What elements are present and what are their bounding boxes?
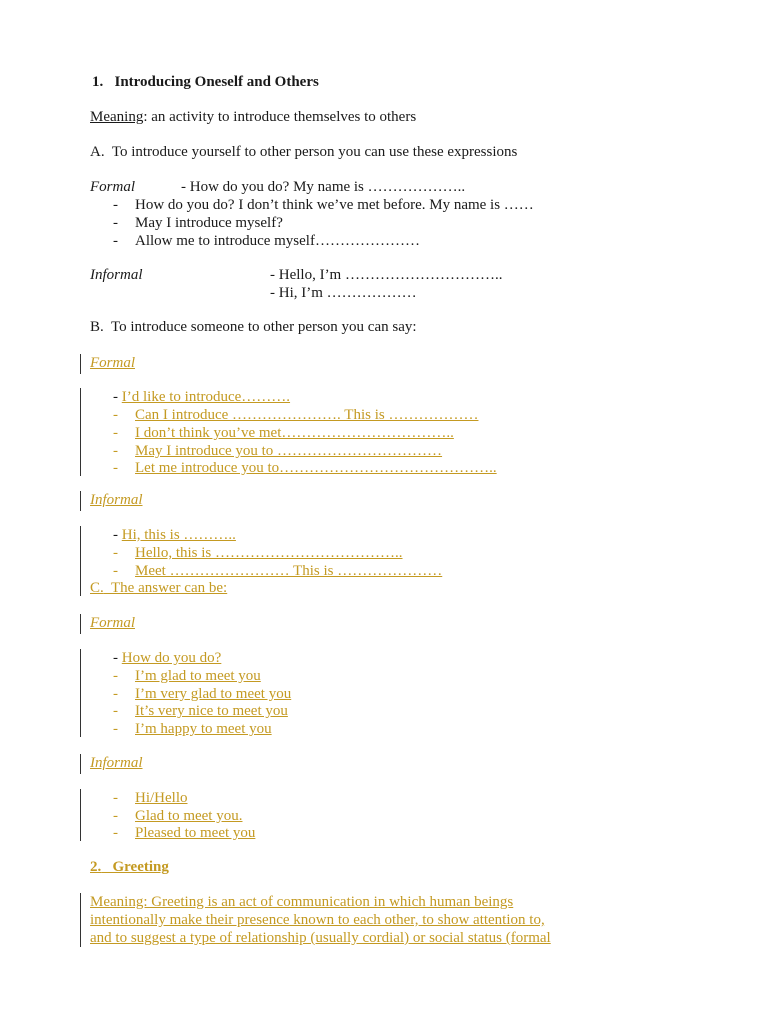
list-item: - Let me introduce you to…………………………………….. (113, 460, 497, 476)
section-1-heading (92, 73, 319, 91)
section-title: Introducing Oneself and Others (114, 74, 319, 90)
section-number: 2. (90, 859, 102, 875)
list-item: - Meet …………………… This is ………………… (113, 563, 443, 579)
part-c-letter: C. (90, 580, 104, 596)
section-2-heading (90, 858, 169, 876)
paragraph-line: and to suggest a type of relationship (usually cordial) or social status (formal (90, 930, 551, 946)
part-c-informal-label: Informal (90, 755, 143, 771)
meaning-text: : an activity to introduce themselves to others (143, 109, 417, 125)
list-item: - Hello, I’m ………………………….. (270, 267, 503, 283)
part-c-text: The answer can be: (111, 580, 228, 596)
meaning-label: Meaning (90, 109, 144, 125)
list-item: - Pleased to meet you (113, 825, 256, 841)
part-a-informal-label: Informal (90, 267, 143, 283)
list-item: - I’m very glad to meet you (113, 686, 292, 702)
part-b-informal-label: Informal (90, 492, 143, 508)
change-bar (80, 893, 81, 947)
list-item: - Hi/Hello (113, 790, 188, 806)
part-b-text: To introduce someone to other person you can say: (111, 319, 417, 335)
list-item: - I’d like to introduce………. (113, 389, 291, 405)
list-item: - Hi, this is ……….. (113, 527, 236, 543)
change-bar (80, 649, 81, 737)
part-b-letter: B. (90, 319, 104, 335)
change-bar (80, 388, 81, 476)
part-a-letter: A. (90, 144, 105, 160)
list-item: - Glad to meet you. (113, 808, 243, 824)
change-bar (80, 354, 81, 374)
list-item: - Hi, I’m ……………… (270, 285, 417, 301)
list-item: - It’s very nice to meet you (113, 703, 288, 719)
section-number: 1. (92, 74, 104, 90)
list-item: - I don’t think you’ve met…………………………….. (113, 425, 454, 441)
change-bar (80, 754, 81, 774)
list-item: - May I introduce myself? (113, 215, 283, 231)
list-item: - I’m happy to meet you (113, 721, 272, 737)
paragraph-line: Meaning: Greeting is an act of communication in which human beings (90, 894, 514, 910)
list-item: - Hello, this is ……………………………….. (113, 545, 403, 561)
part-a-text: To introduce yourself to other person you can use these expressions (111, 144, 518, 160)
list-item: - How do you do? I don’t think we’ve met before. My name is …… (113, 197, 534, 213)
part-b-heading (90, 318, 417, 336)
change-bar (80, 789, 81, 841)
list-item: - Allow me to introduce myself………………… (113, 233, 420, 249)
part-b-formal-label: Formal (90, 355, 135, 371)
section-title: Greeting (112, 859, 169, 875)
part-a-formal-label: Formal (90, 179, 135, 195)
change-bar (80, 526, 81, 596)
change-bar (80, 614, 81, 634)
part-c-formal-label: Formal (90, 615, 135, 631)
part-a-heading (90, 143, 517, 161)
list-item: - I’m glad to meet you (113, 668, 261, 684)
part-a-formal-first: - How do you do? My name is ……………….. (181, 179, 466, 195)
list-item: - Can I introduce …………………. This is ……………… (113, 407, 479, 423)
list-item: - How do you do? (113, 650, 222, 666)
part-c-heading (90, 579, 227, 597)
list-item: - May I introduce you to …………………………… (113, 443, 443, 459)
change-bar (80, 491, 81, 511)
paragraph-line: intentionally make their presence known to each other, to show attention to, (90, 912, 545, 928)
meaning-line (90, 108, 416, 126)
